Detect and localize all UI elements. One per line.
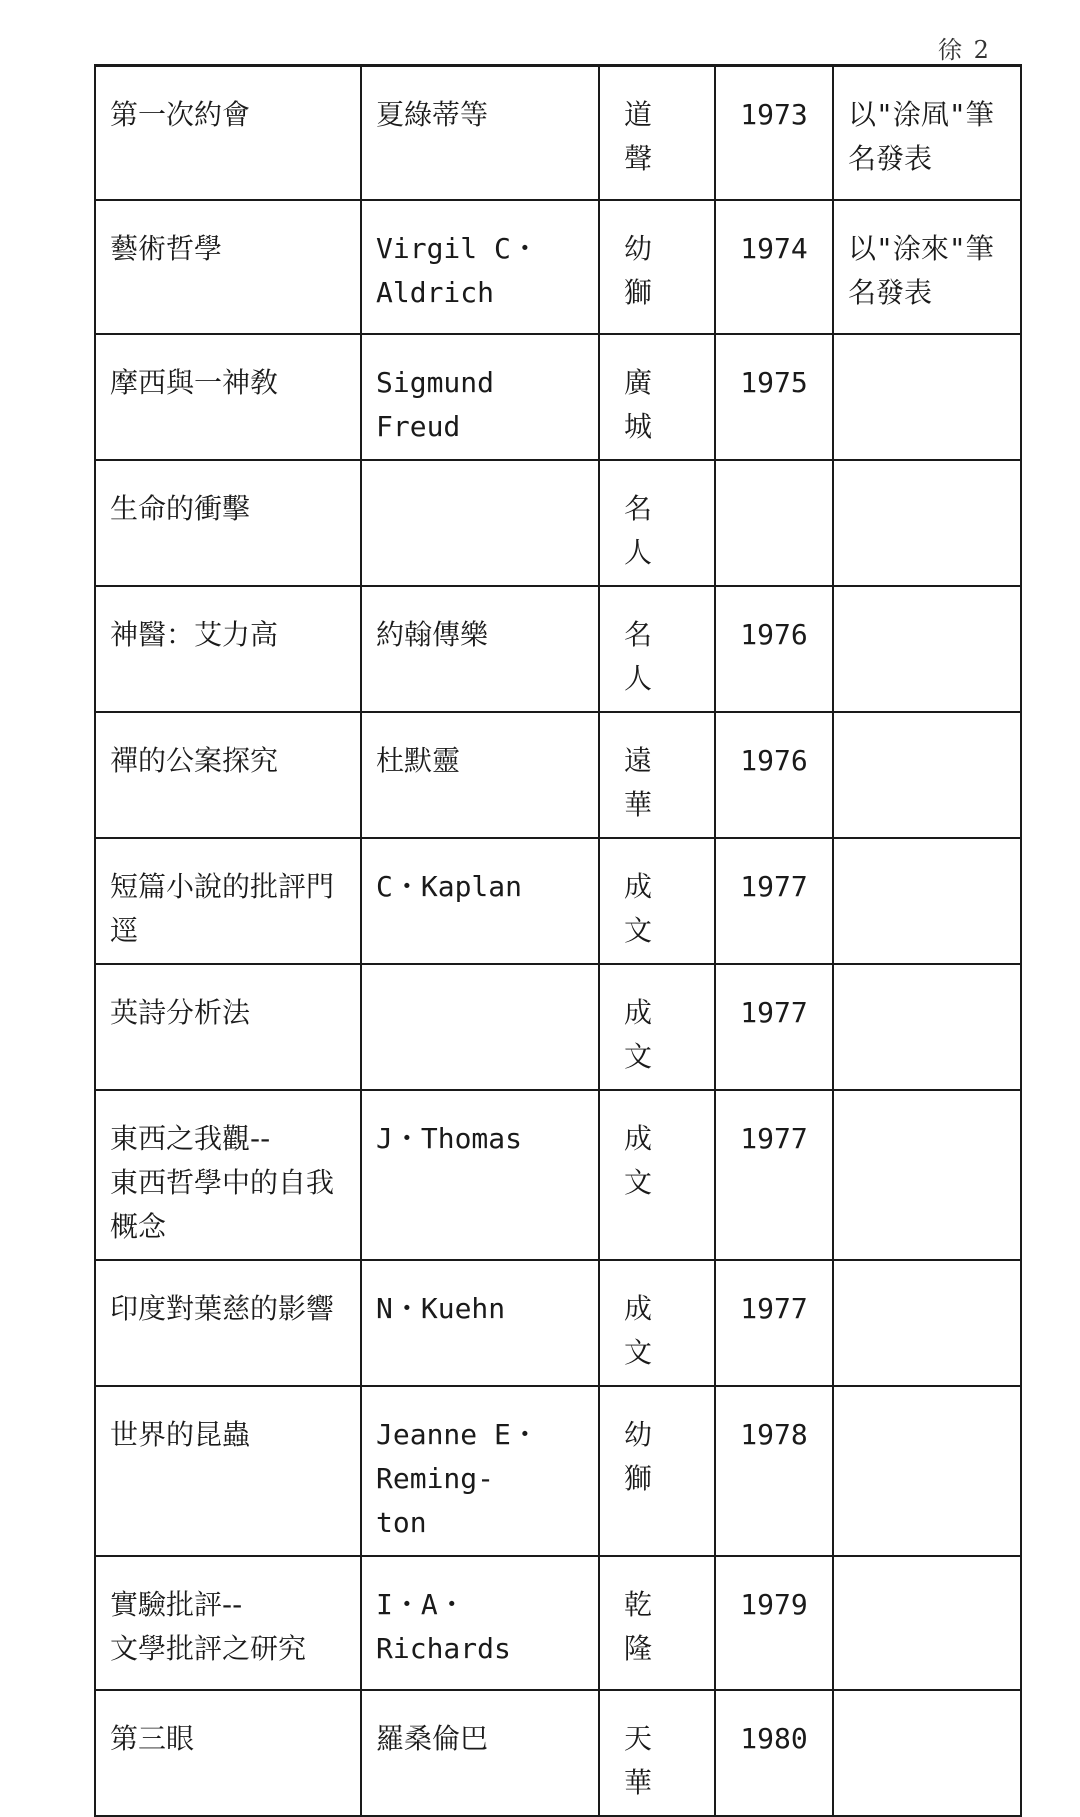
book-year: 1977: [715, 1260, 833, 1386]
table-row: [95, 66, 1021, 200]
book-note: 以"涂凮"筆名發表: [833, 66, 1021, 200]
book-publisher: 道聲: [599, 66, 715, 200]
book-title: 藝術哲學: [95, 200, 361, 334]
book-publisher: 名人: [599, 460, 715, 586]
book-author: Sigmund Freud: [361, 334, 599, 460]
book-note: [833, 1090, 1021, 1260]
table-row: [95, 200, 1021, 334]
book-year: 1977: [715, 964, 833, 1090]
book-author: J・Thomas: [361, 1090, 599, 1260]
book-title: 世界的昆蟲: [95, 1386, 361, 1556]
book-year: 1978: [715, 1386, 833, 1556]
book-publisher: 天華: [599, 1690, 715, 1816]
book-publisher: 成文: [599, 838, 715, 964]
book-year: 1976: [715, 586, 833, 712]
book-publisher: 遠華: [599, 712, 715, 838]
table-row: [95, 1690, 1021, 1816]
book-author: C・Kaplan: [361, 838, 599, 964]
book-note: [833, 838, 1021, 964]
book-author: 羅桑倫巴: [361, 1690, 599, 1816]
book-author: [361, 964, 599, 1090]
book-note: [833, 586, 1021, 712]
book-note: [833, 712, 1021, 838]
book-title: 短篇小說的批評門逕: [95, 838, 361, 964]
book-author: 夏綠蒂等: [361, 66, 599, 200]
book-publisher: 成文: [599, 964, 715, 1090]
book-year: 1980: [715, 1690, 833, 1816]
book-publisher: 幼獅: [599, 200, 715, 334]
book-year: 1977: [715, 838, 833, 964]
book-author: [361, 460, 599, 586]
book-author: Virgil C・Aldrich: [361, 200, 599, 334]
page-mark: 徐 2: [938, 36, 991, 64]
book-year: 1976: [715, 712, 833, 838]
book-publisher: 乾隆: [599, 1556, 715, 1690]
book-publisher: 名人: [599, 586, 715, 712]
book-title: 神醫：艾力高: [95, 586, 361, 712]
translation-list-table: [94, 64, 1022, 1817]
book-publisher: 成文: [599, 1260, 715, 1386]
book-title: 印度對葉慈的影響: [95, 1260, 361, 1386]
book-title: 第一次約會: [95, 66, 361, 200]
book-year: 1975: [715, 334, 833, 460]
book-year: 1974: [715, 200, 833, 334]
table-row: [95, 712, 1021, 838]
book-year: 1979: [715, 1556, 833, 1690]
book-author: Jeanne E・Reming- ton: [361, 1386, 599, 1556]
table-row: [95, 1260, 1021, 1386]
book-note: [833, 1386, 1021, 1556]
book-year: [715, 460, 833, 586]
book-note: [833, 964, 1021, 1090]
book-year: 1977: [715, 1090, 833, 1260]
book-title: 禪的公案探究: [95, 712, 361, 838]
book-note: [833, 460, 1021, 586]
book-author: 約翰傳樂: [361, 586, 599, 712]
book-title: 東西之我觀-- 東西哲學中的自我概念: [95, 1090, 361, 1260]
book-title: 英詩分析法: [95, 964, 361, 1090]
book-title: 實驗批評-- 文學批評之研究: [95, 1556, 361, 1690]
table-row: [95, 1090, 1021, 1260]
book-publisher: 幼獅: [599, 1386, 715, 1556]
book-note: [833, 334, 1021, 460]
book-author: N・Kuehn: [361, 1260, 599, 1386]
book-author: I・A・Richards: [361, 1556, 599, 1690]
table-row: [95, 334, 1021, 460]
table-row: [95, 964, 1021, 1090]
book-title: 摩西與一神敎: [95, 334, 361, 460]
book-publisher: 成文: [599, 1090, 715, 1260]
book-publisher: 廣城: [599, 334, 715, 460]
table-row: [95, 838, 1021, 964]
table-row: [95, 1386, 1021, 1556]
book-title: 第三眼: [95, 1690, 361, 1816]
table-row: [95, 586, 1021, 712]
book-note: 以"涂來"筆名發表: [833, 200, 1021, 334]
book-title: 生命的衝擊: [95, 460, 361, 586]
book-note: [833, 1556, 1021, 1690]
book-author: 杜默靈: [361, 712, 599, 838]
table-row: [95, 1556, 1021, 1690]
book-year: 1973: [715, 66, 833, 200]
book-note: [833, 1690, 1021, 1816]
book-note: [833, 1260, 1021, 1386]
table-row: [95, 460, 1021, 586]
